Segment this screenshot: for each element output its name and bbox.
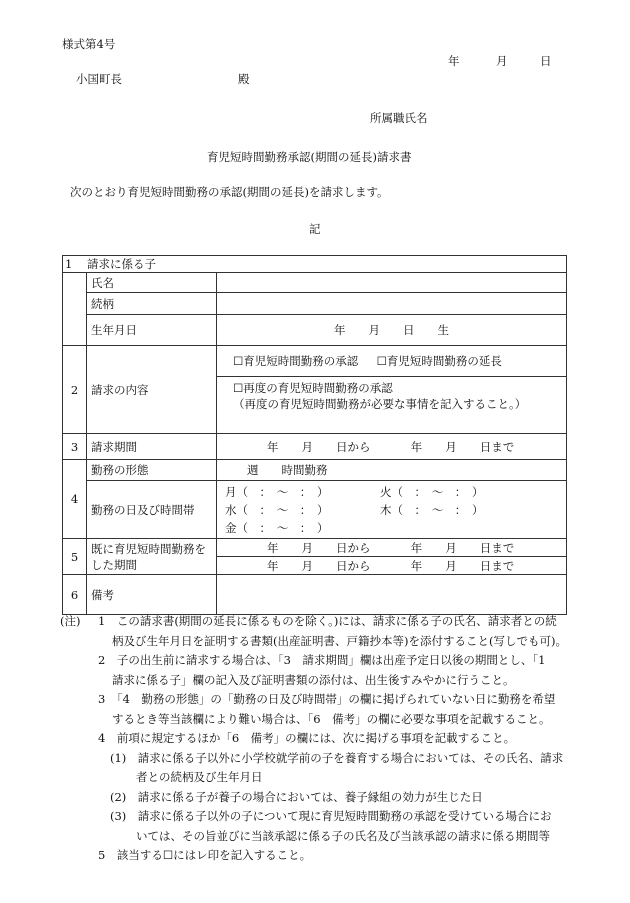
reapproval-note: （再度の育児短時間勤務が必要な事情を記入すること。） — [233, 397, 527, 411]
section1-header — [63, 256, 567, 273]
applicant-label: 所属職氏名 — [370, 111, 428, 125]
note-1a: 1 この請求書(期間の延長に係るものを除く。)には、請求に係る子の氏名、請求者との続 — [98, 614, 557, 628]
schedule-tue: 火（ ： 〜 ： ） — [380, 484, 484, 499]
section1-label: 請求に係る子 — [86, 257, 156, 271]
child-name-label: 氏名 — [87, 273, 217, 293]
ki-heading: 記 — [309, 222, 321, 236]
section2-reapproval — [217, 377, 567, 434]
section1-number: 1 — [65, 257, 73, 271]
child-birth-label: 生年月日 — [87, 315, 217, 346]
schedule-mon: 月（ ： 〜 ： ） — [225, 484, 329, 499]
schedule-label: 勤務の日及び時間帯 — [87, 481, 217, 539]
note-4-2: (2) 請求に係る子が養子の場合においては、養子縁組の効力が生じた日 — [110, 789, 483, 804]
past-period-row2[interactable] — [217, 557, 567, 575]
work-form-field[interactable]: 週 時間勤務 — [217, 460, 567, 481]
notes-section — [60, 612, 570, 866]
note-2b: 請求に係る子」欄の記入及び証明書類の添付は、出生後すみやかに行うこと。 — [112, 672, 515, 687]
section5-number: 5 — [63, 539, 87, 575]
intro-text: 次のとおり育児短時間勤務の承認(期間の延長)を請求します。 — [70, 185, 389, 199]
date-day: 日 — [540, 54, 552, 68]
child-relation-label: 続柄 — [87, 293, 217, 315]
section5-label: 既に育児短時間勤務をした期間 — [87, 539, 217, 575]
date-month: 月 — [496, 54, 508, 68]
note-4-3b: いては、その旨並びに当該承認に係る子の氏名及び当該承認の請求に係る期間等 — [136, 828, 550, 843]
past-period2-from: 年 月 日から — [267, 558, 371, 573]
addressee-name: 小国町長 — [76, 72, 122, 86]
period-to: 年 月 日まで — [410, 439, 515, 454]
addressee-honorific: 殿 — [238, 72, 250, 86]
past-period1-from: 年 月 日から — [267, 540, 371, 555]
remarks-field[interactable] — [217, 575, 567, 615]
schedule-thu: 木（ ： 〜 ： ） — [380, 502, 484, 517]
section6-label: 備考 — [87, 575, 217, 615]
form-number: 様式第4号 — [62, 37, 116, 51]
note-4-1b: 者との続柄及び生年月日 — [136, 770, 263, 784]
request-table — [62, 255, 567, 615]
section4-number: 4 — [63, 460, 87, 539]
reapproval-checkbox[interactable]: ☐再度の育児短時間勤務の承認 — [233, 381, 393, 395]
date-year: 年 — [448, 54, 460, 68]
note-5: 5 該当する☐にはレ印を記入すること。 — [98, 848, 312, 862]
section2-options — [217, 346, 567, 377]
section6-number: 6 — [63, 575, 87, 615]
past-period2-to: 年 月 日まで — [410, 558, 515, 573]
form-title: 育児短時間勤務承認(期間の延長)請求書 — [207, 150, 412, 164]
past-period-row1[interactable] — [217, 539, 567, 557]
note-4: 4 前項に規定するほか「6 備考」の欄には、次に掲げる事項を記載すること。 — [98, 731, 516, 745]
extension-checkbox[interactable]: ☐育児短時間勤務の延長 — [376, 354, 502, 368]
past-period1-to: 年 月 日まで — [410, 540, 515, 555]
child-name-field[interactable] — [217, 273, 567, 293]
note-4-1a: (1) 請求に係る子以外に小学校就学前の子を養育する場合においては、その氏名、請求 — [110, 750, 564, 765]
child-relation-field[interactable] — [217, 293, 567, 315]
schedule-wed: 水（ ： 〜 ： ） — [225, 502, 329, 517]
schedule-field[interactable] — [217, 481, 567, 539]
child-birth-field[interactable]: 年 月 日 生 — [217, 315, 567, 346]
note-3b: するとき等当該欄により難い場合は、「6 備考」の欄に必要な事項を記載すること。 — [112, 711, 551, 726]
section3-label: 請求期間 — [87, 434, 217, 460]
notes-head: (注) — [60, 614, 81, 628]
work-form-label: 勤務の形態 — [87, 460, 217, 481]
section1-spacer — [63, 273, 87, 346]
note-4-3a: (3) 請求に係る子以外の子について現に育児短時間勤務の承認を受けている場合にお — [110, 809, 552, 823]
note-1b: 柄及び生年月日を証明する書類(出産証明書、戸籍抄本等)を添付すること(写しでも可)。 — [112, 633, 567, 648]
note-2a: 2 子の出生前に請求する場合は、「3 請求期間」欄は出産予定日以後の期間とし、「1 — [98, 653, 546, 667]
section2-number: 2 — [63, 346, 87, 434]
note-3a: 3 「4 勤務の形態」の「勤務の日及び時間帯」の欄に掲げられていない日に勤務を希望 — [98, 692, 556, 706]
approval-checkbox[interactable]: ☐育児短時間勤務の承認 — [233, 354, 359, 368]
period-from: 年 月 日から — [267, 439, 371, 454]
schedule-fri: 金（ ： 〜 ： ） — [225, 520, 329, 535]
section3-number: 3 — [63, 434, 87, 460]
section2-label: 請求の内容 — [87, 346, 217, 434]
period-field[interactable] — [217, 434, 567, 460]
